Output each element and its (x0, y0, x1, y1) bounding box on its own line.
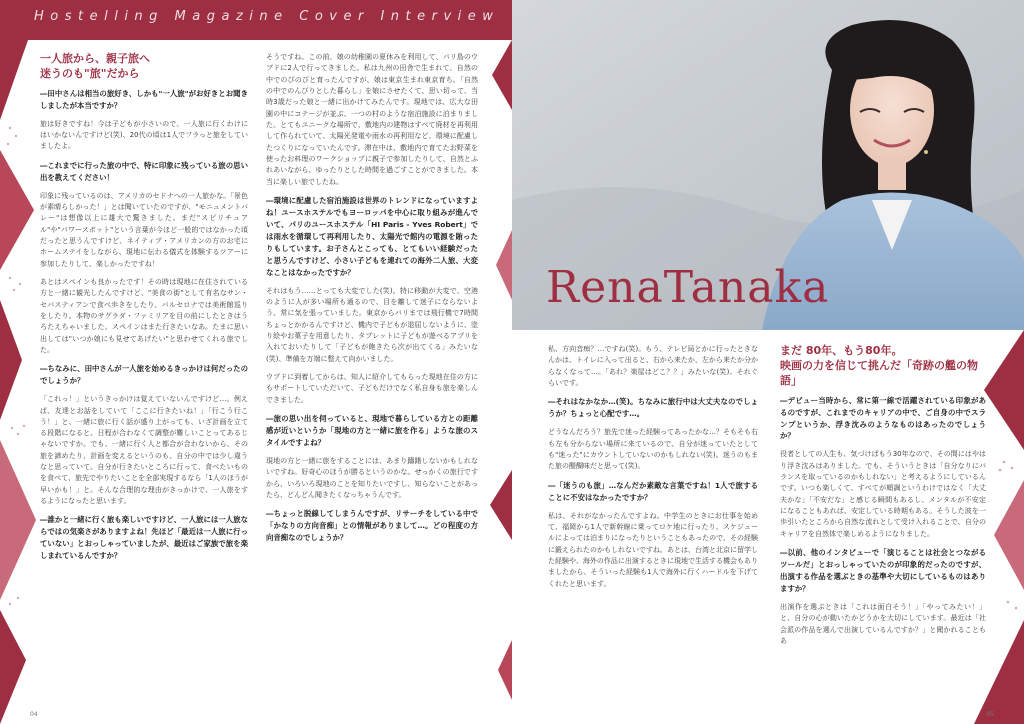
page-number-right: 05 (986, 711, 994, 718)
question-paragraph: ―旅の思い出を伺っていると、現地で暮らしている方との距離感が近いというか「現地の方と一緒に旅を作る」ような旅のスタイルですよね？ (266, 414, 478, 448)
section-heading-line1: 一人旅から、親子旅へ (40, 52, 150, 65)
answer-paragraph: それはもう……とっても大変でした(笑)。特に移動が大変で、空港のように人が多い場所も通るので、目を離して迷子にならないよう、常に気を張っていました。東京からバリまでは飛行機で7時間ちょっとかかるんですけど、機内で子どもが退屈しないように、塗り絵やお菓子を用意したり、タブレットに子どもが遊べるアプリを入れておいたりして「子どもが飽きたら次が出てくる」みたいな(笑)、準備を万端に整えて向かいました。 (266, 286, 478, 363)
section-heading (780, 344, 986, 389)
interviewee-name: RenaTanaka (546, 262, 830, 313)
question-paragraph: ―田中さんは相当の旅好き、しかも"一人旅"がお好きとお聞きしましたが本当ですか？ (40, 88, 248, 110)
answer-paragraph: 旅は好きですね！今は子どもが小さいので、一人旅に行くわけにはいかないんですけど(笑)、20代の頃は1人でフラっと旅をしていましたよ。 (40, 119, 248, 151)
section-heading-line2: 映画の力を信じて挑んだ「奇跡の艦の物語」 (780, 358, 978, 387)
question-paragraph: ―これまでに行った旅の中で、特に印象に残っている旅の思い出を教えてください！ (40, 160, 248, 182)
answer-paragraph: 現地の方と一緒に旅をすることには、あまり躊躇しないかもしれないですね。好奇心のほうが勝るというのかな。せっかくの旅行ですから、いろいろ現地のことを知りたいですし、知らないことがあったら、どんどん聞きたくなっちゃうんです。 (266, 457, 478, 500)
question-paragraph: ―誰かと一緒に行く旅も楽しいですけど、一人旅には一人旅ならではの気楽さがありますよね！先ほど「最近は一人旅に行っていない」とおっしゃっていましたが、最近はご家族で旅を楽しまれているんですか？ (40, 515, 248, 561)
question-paragraph: ―ちなみに、田中さんが一人旅を始めるきっかけは何だったのでしょうか？ (40, 364, 248, 386)
answer-paragraph: 役者としての人生も、気づけばもう30年なので、その間にはやはり浮き沈みはありました。でも、そういうときは「自分なりにバランスを取っているのかもしれない」と考えるようにしているんです。いつも楽しくて、すべてが順調というわけではなく「大丈夫かな」「不安だな」と感じる瞬間もあるし、メンタルが不安定になることもあれば、安定している時期もある。そうした波を一歩引いたところから自然な流れとして受け入れることで、自分のキャリアを自然体で楽しめるようになりました。 (780, 450, 986, 538)
article-column-1 (40, 52, 248, 569)
decorative-gutter-pattern (486, 0, 512, 724)
answer-paragraph: どうなんだろう？旅先で迷った経験ってあったかな…？そもそも右も左も分からない場所に来ているので、自分が迷っていたとしても"迷った"にカウントしていないのかもしれない(笑)。迷うのもまた旅の醍醐味だと思って(笑)。 (548, 428, 758, 471)
page-number-left: 04 (30, 711, 38, 718)
answer-paragraph: 出演作を選ぶときは「これは面白そう！」「やってみたい！」と、自分の心が動いたかどうかを大切にしています。最近は「社会派の作品を選んで出演しているんですか？」と聞かれることもあ (780, 603, 986, 646)
section-heading-line2: 迷うのも"旅"だから (40, 66, 140, 80)
article-column-3 (548, 344, 758, 597)
answer-paragraph: そうですね。この前、娘の幼稚園の夏休みを利用して、パリ島のウブドに2人で行ってきました。私は九州の田舎で生まれて、自然の中でのびのびと育ったんですが、娘は東京生まれ東京育ち。「自然の中でのんびりとした暮らし」を娘にさせたくて、思い切って、当時3歳だった娘と一緒に出かけてみたんです。現地では、広大な田園の中にコテージが並ぶ、一つの村のような宿泊施設に泊まりました。とてもユニークな場所で、敷地内の建物はすべて廃材を再利用して作られていて、太陽光発電や雨水の再利用など、環境に配慮したつくりになっていたんです。滞在中は、敷地内で育てたお野菜を使ったお料理のワークショップに親子で参加したりして、自然とふれあいながら、ゆったりとした時間を過ごすことができました。本当に楽しい旅でしたね。 (266, 53, 478, 186)
answer-paragraph: 「これっ！」というきっかけは覚えていないんですけど…。例えば、友達とお話をしていて「ここに行きたいね！」「行こう行こう！」と、一緒に旅に行く話が盛り上がっても、いざ計画を立てる段階になると、日程が合わなくて調整が難しいことってあるじゃないですか。でも、一緒に行く人と都合が合わないから、その旅を諦めたり、計画を変えるというのも、自分の中では少し違うなと思っていて。自分が行きたいところに行って、食べたいものを食べて、旅先でやりたいことを全部実現するなら「1人のほうが早いかも！」と。そんな合理的な理由がきっかけで、一人旅をするようになったと思います。 (40, 395, 248, 506)
article-column-4 (780, 344, 986, 654)
question-paragraph: ―環境に配慮した宿泊施設は世界のトレンドになっていますよね！ユースホステルでもヨーロッパを中心に取り組みが進んでいて、パリのユースホステル「HI Paris - Yves Robert」では雨水を循環して再利用したり、太陽光で館内の電源を賄ったりもしています。お子さんとこっても、とてもいい経験だったと思うんですけど、小さい子どもを連れての海外二人旅、大変なことはなかったですか？ (266, 195, 478, 277)
question-paragraph: ―デビュー当時から、常に第一線で活躍されている印象があるのですが、これまでのキャリアの中で、ご自身の中でスランプというか、浮き沈みのようなものはあったのでしょうか？ (780, 395, 986, 441)
decorative-left-pattern (0, 0, 40, 724)
answer-paragraph: 私は、それがなかったんですよね。中学生のときにお仕事を始めて、福岡から1人で新幹線に乗ってロケ地に行ったり、スケジュールによっては泊まりになったりということもあったので、その経験に鍛えられたのかもしれないですね。あとは、台湾と北京に留学した経験や、海外の作品に出演するときに現地で生活する機会もありましたから、そういった経験も1人で海外に行くハードルを下げてくれたと思います。 (548, 511, 758, 588)
answer-paragraph: ウブドに到着してからは、知人に紹介してもらった現地在住の方にもサポートしていただいて、子どもだけでなく私自身も旅を楽しんできました。 (266, 373, 478, 404)
answer-paragraph: あとはスペインも良かったです！その時は現地に在住されている方と一緒に観光したんですけど、"美食の街"として有名なサン・セバスティアンで食べ歩きをしたり、バルセロナでは美術館巡りをしたり。本物のサグラダ・ファミリアを目の前にしたときはうろたえちゃいました。スペインはまた行きたいなあ。たまに思い出しては"いつか娘にも見せてあげたい"と思わせてくれる旅でした。 (40, 277, 248, 354)
question-paragraph: ―ちょっと脱線してしまうんですが、リサーチをしている中で「かなりの方向音痴」との情報がありまして…。どの程度の方向音痴なのでしょうか？ (266, 509, 478, 543)
question-paragraph: ―以前、他のインタビューで「演じることは社会とつながるツールだ」とおっしゃっていたのが印象的だったのですが、出演する作品を選ぶときの基準や大切にしているものはありますか？ (780, 548, 986, 594)
section-heading-line1: まだ 80年、もう80年。 (780, 344, 903, 357)
question-paragraph: ―それはなかなか…(笑)。ちなみに旅行中は大丈夫なのでしょうか？ちょっと心配です…。 (548, 397, 758, 419)
answer-paragraph: 印象に残っているのは、アメリカのセドナへの一人旅かな。「景色が素晴らしかった！」とは聞いていたのですが、"モニュメントバレー"は想像以上に雄大で驚きました。まだ"スピリチュアル"や"パワースポット"という言葉が今ほど一般的ではなかった頃だったと思うんですけど、ネイティブ・アメリカンの方のお宅にホームステイをしながら、現地に伝わる儀式を体験するツアーに参加したりして、楽しかったですね！ (40, 191, 248, 268)
section-heading (40, 52, 248, 82)
magazine-header-title: Hostelling Magazine Cover Interview (34, 9, 500, 24)
answer-paragraph: 私、方向音痴？…ですね(笑)。もう、テレビ局とかに行ったときなんかは、トイレに入って出ると、右から来たか、左から来たか分からなくなって…。「あれ？楽屋はどこ？？」みたいな(笑)。それぐらいです。 (548, 345, 758, 387)
question-paragraph: ―「迷うのも旅」…なんだか素敵な言葉ですね！1人で旅することに不安はなかったですか？ (548, 480, 758, 502)
article-column-2 (266, 52, 478, 551)
